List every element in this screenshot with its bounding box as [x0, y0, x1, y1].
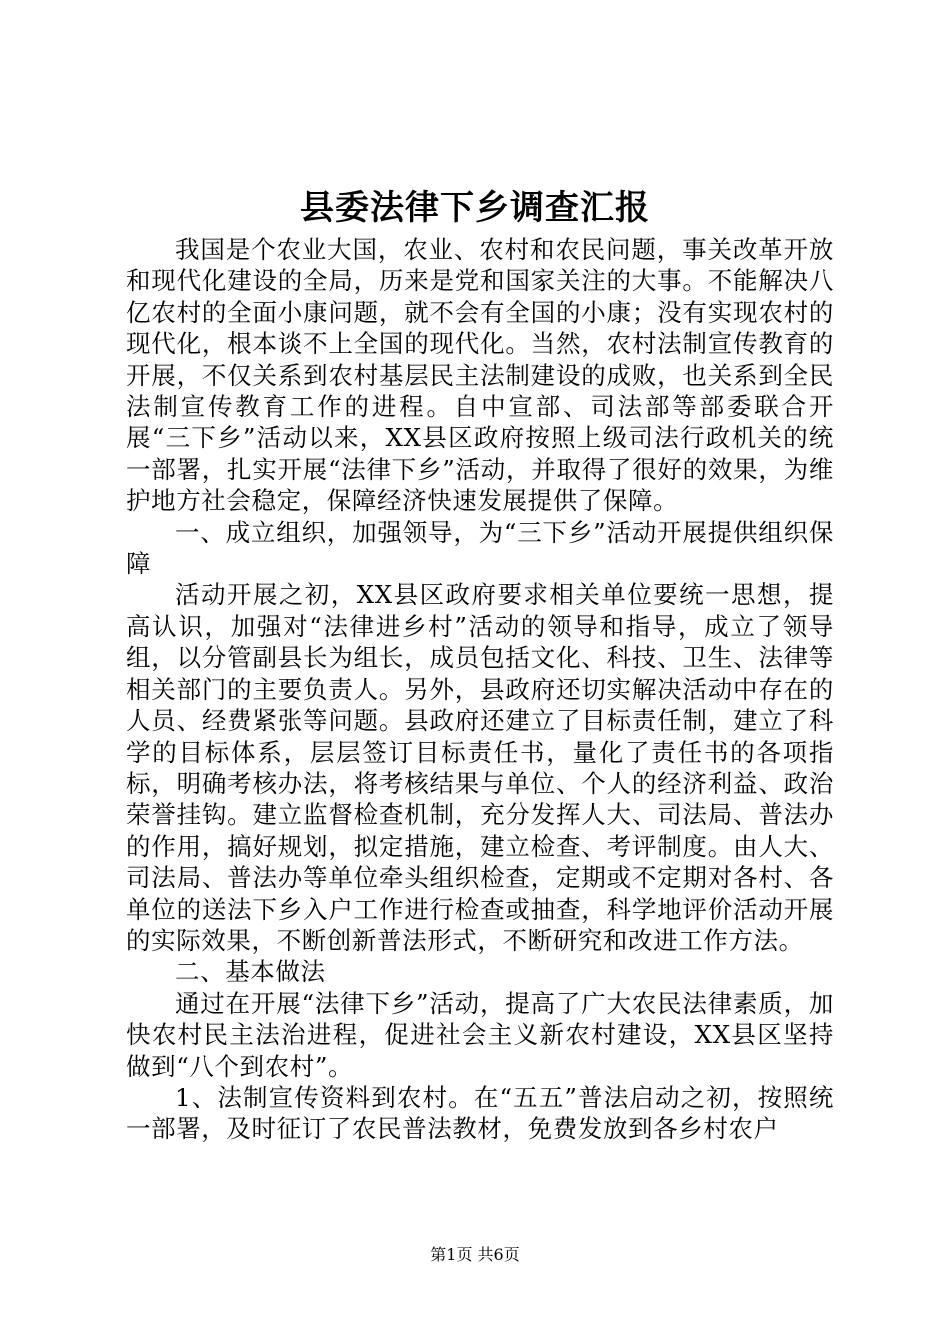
paragraph-item-1: 1、法制宣传资料到农村。在“五五”普法启动之初，按照统一部署，及时征订了农民普法教材，免费发放到各乡村农户 [126, 1082, 834, 1144]
section-heading-2: 二、基本做法 [175, 957, 326, 987]
paragraph-section-2: 通过在开展“法律下乡”活动，提高了广大农民法律素质，加快农村民主法治进程，促进社会主义新农村建设，XX县区坚持做到“八个到农村”。 [126, 988, 834, 1081]
paragraph-intro: 我国是个农业大国，农业、农村和农民问题，事关改革开放和现代化建设的全局，历来是党和国家关注的大事。不能解决八亿农村的全面小康问题，就不会有全国的小康；没有实现农村的现代化，根本谈不上全国的现代化。当然，农村法制宣传教育的开展，不仅关系到农村基层民主法制建设的成败，也关系到全民法制宣传教育工作的进程。自中宣部、司法部等部委联合开展“三下乡”活动以来，XX县区政府按照上级司法行政机关的统一部署，扎实开展“法律下乡”活动，并取得了很好的效果，为维护地方社会稳定，保障经济快速发展提供了保障。 [126, 235, 834, 516]
page-footer: 第1页 共6页 [430, 1245, 520, 1264]
page-title: 县委法律下乡调查汇报 [300, 188, 650, 228]
section-heading-1: 一、成立组织，加强领导，为“三下乡”活动开展提供组织保障 [126, 517, 834, 579]
paragraph-section-1: 活动开展之初，XX县区政府要求相关单位要统一思想，提高认识，加强对“法律进乡村”活动的领导和指导，成立了领导组，以分管副县长为组长，成员包括文化、科技、卫生、法律等相关部门的主要负责人。另外，县政府还切实解决活动中存在的人员、经费紧张等问题。县政府还建立了目标责任制，建立了科学的目标体系，层层签订目标责任书，量化了责任书的各项指标，明确考核办法，将考核结果与单位、个人的经济利益、政治荣誉挂钩。建立监督检查机制，充分发挥人大、司法局、普法办的作用，搞好规划，拟定措施，建立检查、考评制度。由人大、司法局、普法办等单位牵头组织检查，定期或不定期对各村、各单位的送法下乡入户工作进行检查或抽查，科学地评价活动开展的实际效果，不断创新普法形式，不断研究和改进工作方法。 [126, 580, 834, 955]
document-body [126, 234, 834, 1145]
